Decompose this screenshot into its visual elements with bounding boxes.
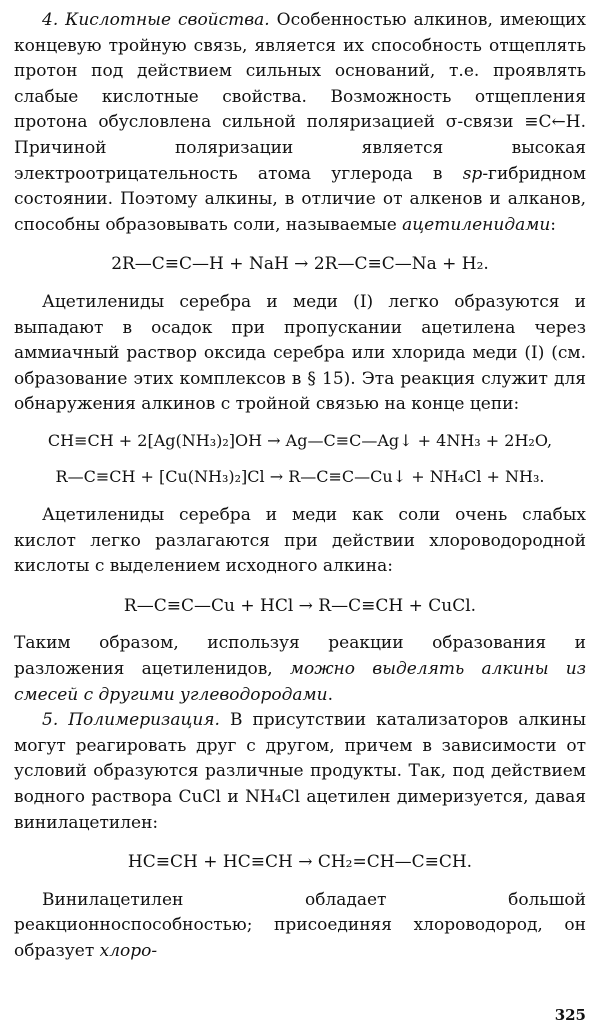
section-heading-polymerization: 5. Полимеризация. — [42, 710, 220, 731]
paragraph-text: Таким образом, используя реакции образования и разложения ацетиленидов, — [14, 633, 586, 680]
equation-copper-acetylenide: R—C≡CH + [Cu(NH₃)₂]Cl → R—C≡C—Cu↓ + NH₄Cl + NH₃. — [55, 466, 545, 486]
emphasis-text: можно выделять алкины из смесей с другими углеводородами — [14, 659, 586, 705]
paragraph-vinylacetylene — [14, 888, 586, 965]
equation-dimerization: HC≡CH + HC≡CH → CH₂=CH—C≡CH. — [127, 852, 473, 873]
paragraph-text: Особенностью алкинов, имеющих концевую тройную связь, является их способность отщеплять протон под действием сильных оснований, т.е. проявлять слабые кислотные свойства. Возможность отщепления протона обусловлена сильной поляризацией σ-связи ≡C←H. Причиной поляризации является высокая электроотрицательность атома углерода в — [14, 10, 586, 184]
equation-hcl-decomposition: R—C≡C—Cu + HCl → R—C≡CH + CuCl. — [123, 595, 477, 616]
paragraph-text: В присутствии катализаторов алкины могут реагировать друг с другом, причем в зависимости от условий образуются различные продукты. Так, под действием водного раствора CuCl и NH₄Cl ацетилен димеризуется, давая винилацетилен: — [14, 710, 587, 833]
paragraph-text: -гибридном состоянии. Поэтому алкины, в отличие от алкенов и алканов, способны образовывать соли, называемые — [14, 163, 586, 235]
paragraph-conclusion — [14, 631, 586, 708]
paragraph-acid-properties — [14, 8, 586, 238]
paragraph-text: . — [327, 684, 333, 705]
paragraph-silver-copper: Ацетилениды серебра и меди (I) легко образуются и выпадают в осадок при пропускании ацетилена через аммиачный раствор оксида серебра или хлорида меди (I) (см. образование этих комплексов в § 15). Эта реакция служит для обнаружения алкинов с тройной связью на конце цепи: — [14, 291, 586, 415]
paragraph-decomposition: Ацетилениды серебра и меди как соли очень слабых кислот легко разлагаются при действии хлороводородной кислоты с выделением исходного алкина: — [14, 505, 586, 577]
sp-term: sp — [462, 163, 483, 184]
emphasis-text: хлоро- — [99, 941, 158, 961]
paragraph-text: Винилацетилен обладает большой реакционноспособностью; присоединяя хлороводород, он образует — [14, 889, 586, 961]
paragraph-polymerization — [14, 708, 586, 836]
equation-silver-acetylenide: CH≡CH + 2[Ag(NH₃)₂]OH → Ag—C≡C—Ag↓ + 4NH₃ + 2H₂O, — [47, 430, 553, 450]
section-heading-acid-properties: 4. Кислотные свойства. — [42, 10, 270, 30]
page-number: 325 — [554, 1006, 586, 1024]
paragraph-text: : — [550, 214, 557, 235]
equation-sodium-acetylenide: 2R—C≡C—H + NaH → 2R—C≡C—Na + H₂. — [111, 254, 489, 275]
term-acetylenides: ацетиленидами — [402, 214, 551, 235]
